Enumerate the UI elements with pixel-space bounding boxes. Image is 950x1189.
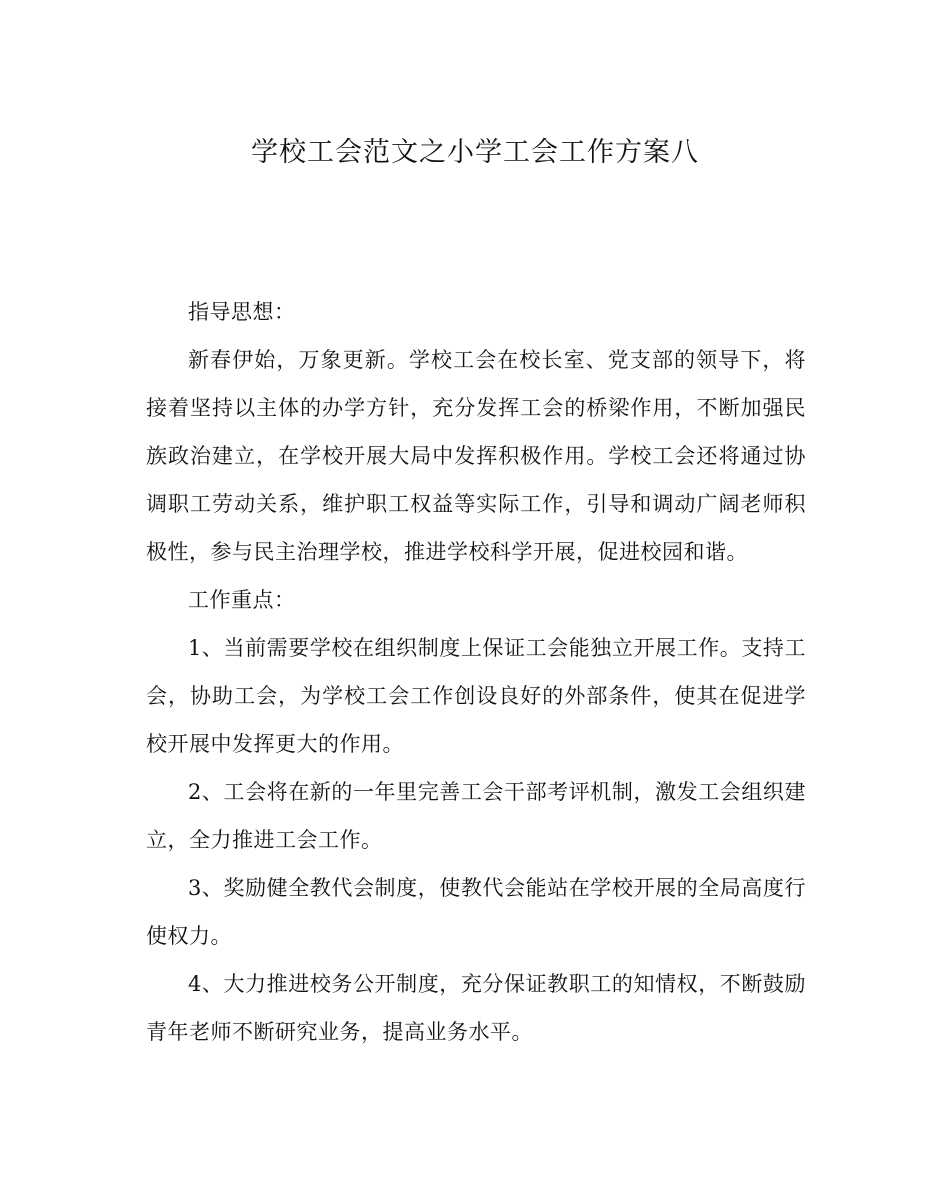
paragraph-item-3: 3、奖励健全教代会制度，使教代会能站在学校开展的全局高度行使权力。 — [146, 876, 806, 948]
paragraph-guiding-text: 新春伊始，万象更新。学校工会在校长室、党支部的领导下，将接着坚持以主体的办学方针，充分发挥工会的桥梁作用，不断加强民族政治建立，在学校开展大局中发挥积极作用。学校工会还将通过协调职工劳动关系，维护职工权益等实际工作，引导和调动广阔老师积极性，参与民主治理学校，推进学校科学开展，促进校园和谐。 — [146, 348, 806, 564]
paragraph-item-4: 4、大力推进校务公开制度，充分保证教职工的知情权，不断鼓励青年老师不断研究业务，提高业务水平。 — [146, 972, 806, 1044]
paragraph-item-1: 1、当前需要学校在组织制度上保证工会能独立开展工作。支持工会，协助工会，为学校工会工作创设良好的外部条件，使其在促进学校开展中发挥更大的作用。 — [146, 636, 806, 756]
paragraph-item-2: 2、工会将在新的一年里完善工会干部考评机制，激发工会组织建立，全力推进工会工作。 — [146, 780, 806, 852]
paragraph-focus-heading: 工作重点： — [188, 588, 296, 612]
paragraph-guiding-heading: 指导思想： — [188, 300, 296, 324]
document-body — [146, 288, 806, 1056]
document-title: 学校工会范文之小学工会工作方案八 — [251, 137, 699, 168]
